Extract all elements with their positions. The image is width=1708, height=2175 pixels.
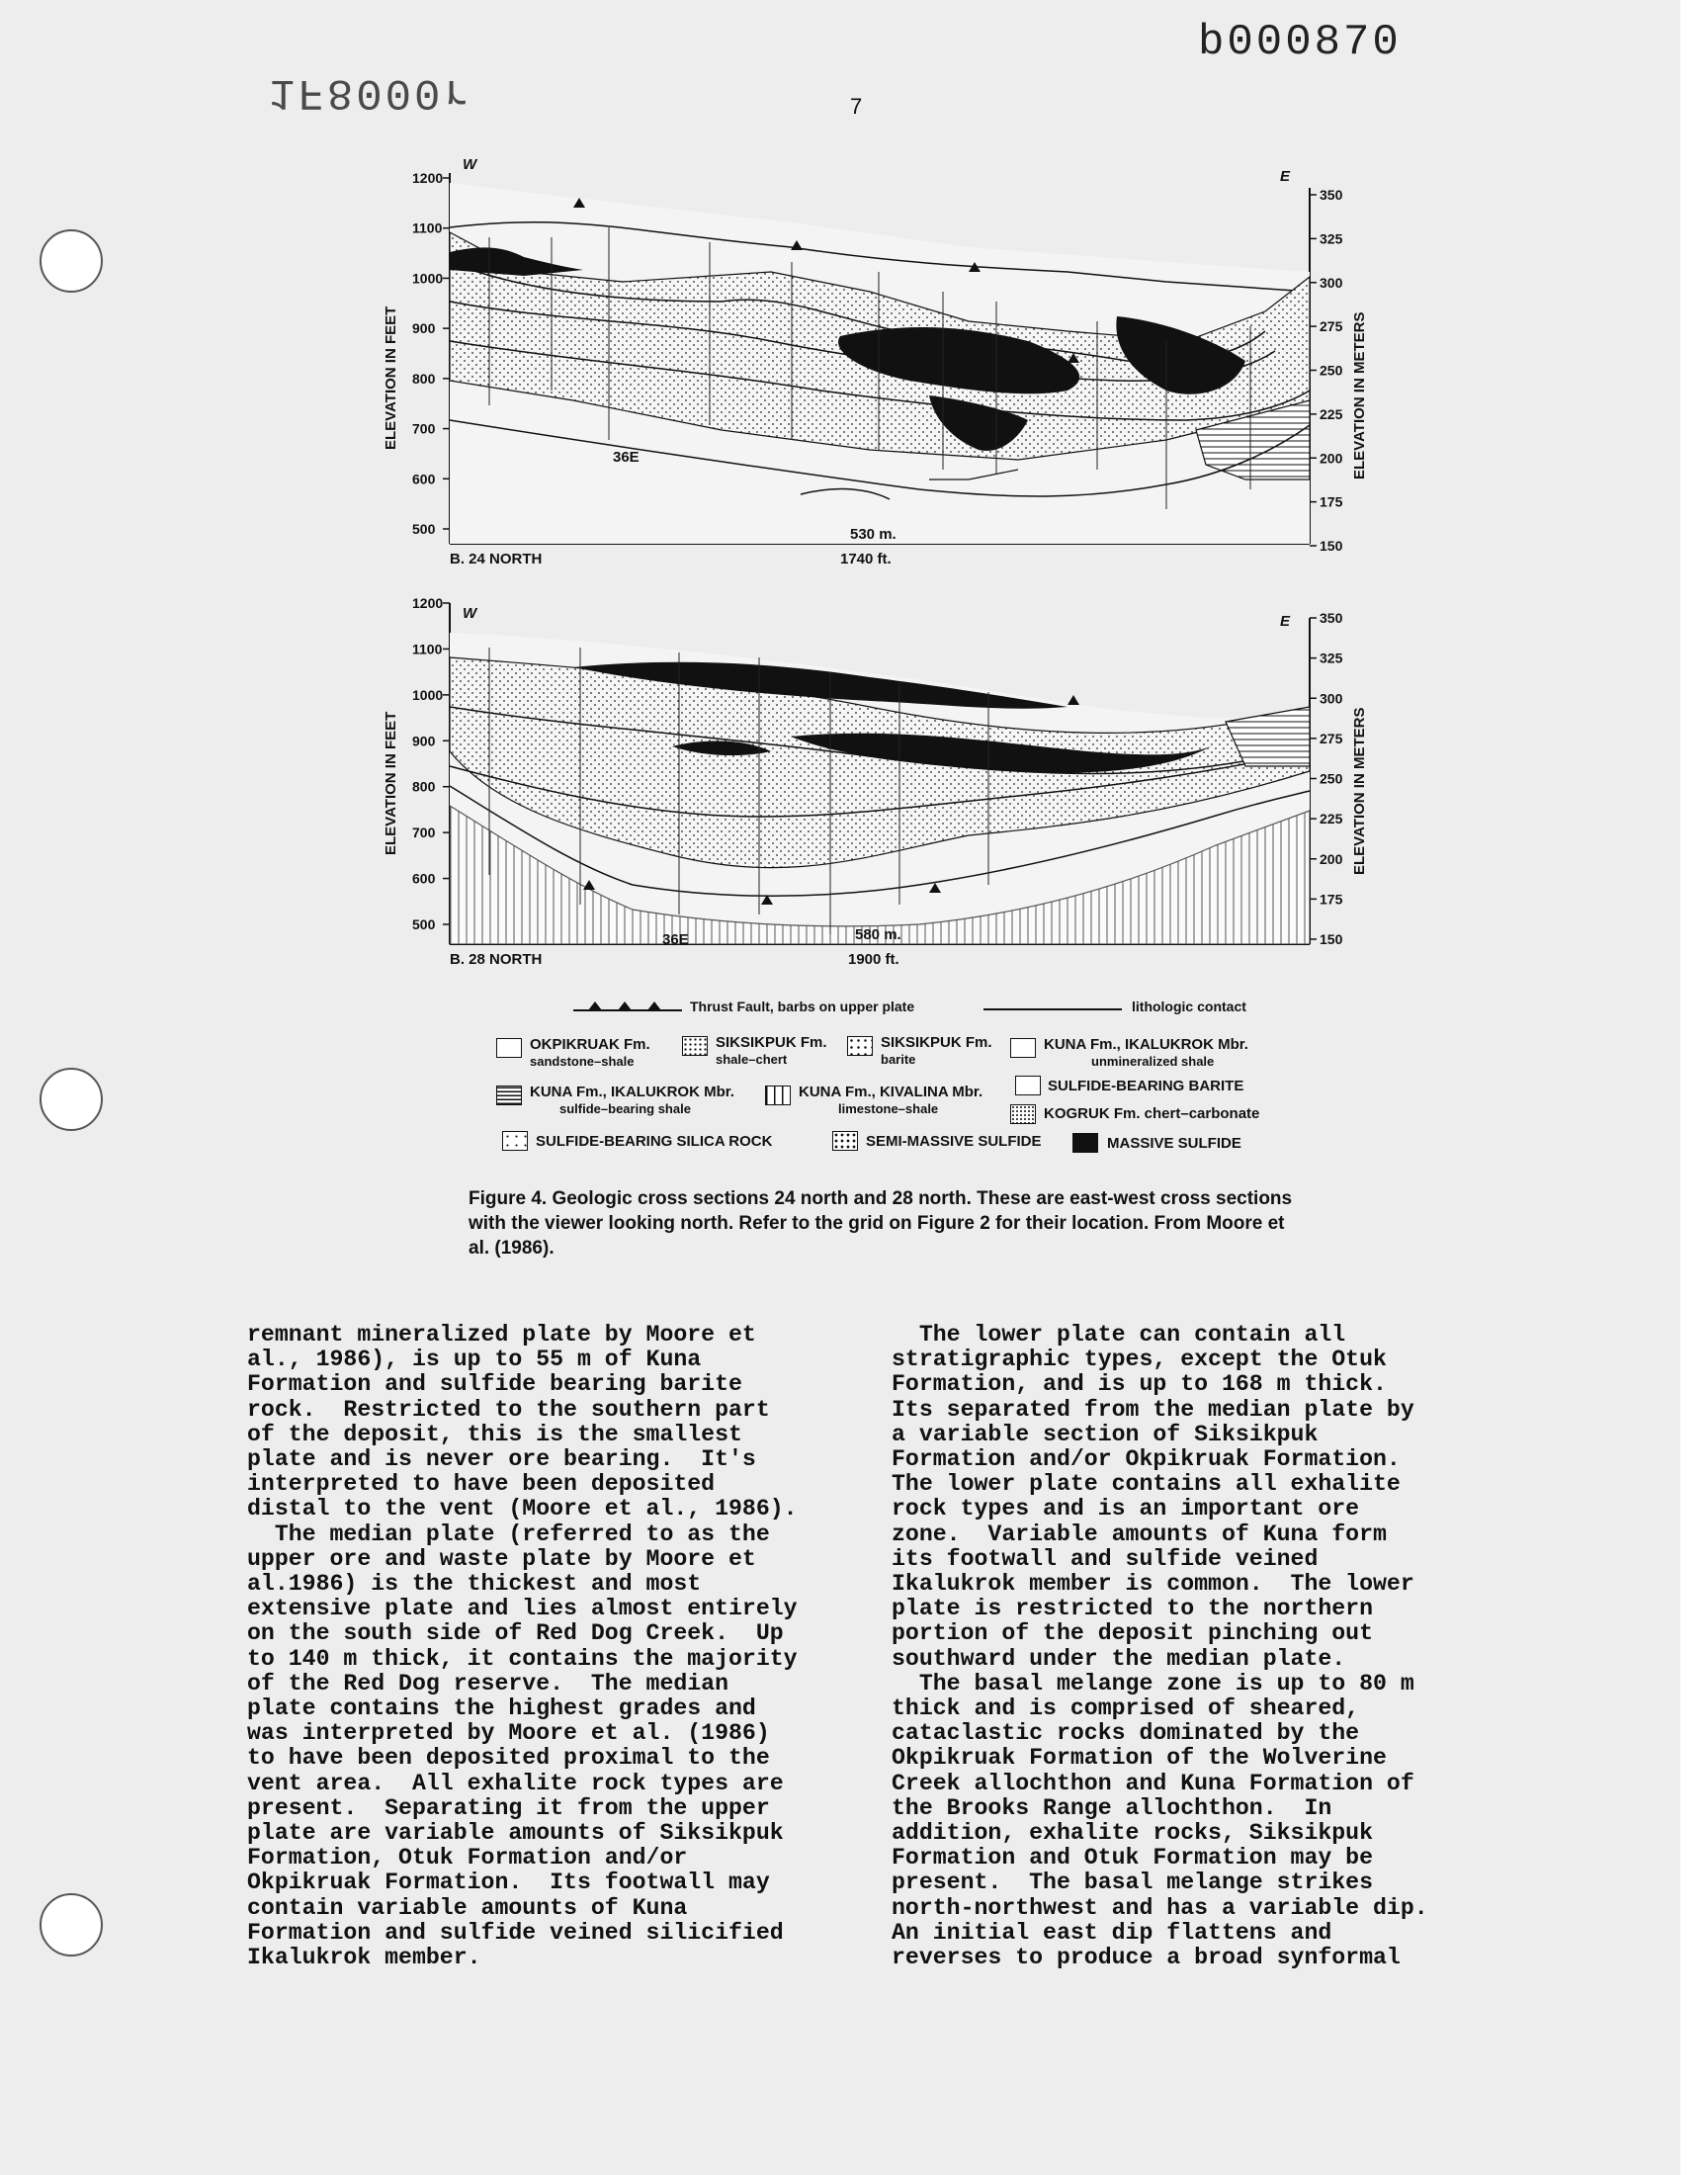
legend-thrust-label: Thrust Fault, barbs on upper plate	[690, 999, 915, 1014]
section-title-24-north: B. 24 NORTH	[450, 551, 543, 567]
west-label-top: W	[463, 156, 477, 173]
feet-bottom-tick-label: 1100	[412, 641, 443, 657]
meters-bottom-tick-label: 300	[1320, 690, 1343, 707]
meters-top-tick-label: 275	[1320, 318, 1343, 335]
right-axis-label-top: ELEVATION IN METERS	[1351, 311, 1368, 479]
legend-siksikpuk-barite: SIKSIKPUK Fm. barite	[881, 1034, 992, 1067]
legend-contact-label: lithologic contact	[1132, 999, 1246, 1014]
feet-top-tick-label: 900	[412, 320, 436, 337]
west-label-bottom: W	[463, 605, 477, 622]
meters-bottom-tick-label: 225	[1320, 811, 1343, 827]
scale-feet-bottom: 1900 ft.	[848, 951, 899, 968]
meters-top-tick-label: 300	[1320, 274, 1343, 291]
legend-thrust-row	[573, 999, 1285, 1014]
meters-bottom-tick-label: 325	[1320, 650, 1343, 666]
meters-top-tick-label: 325	[1320, 230, 1343, 247]
meters-top-tick-label: 175	[1320, 493, 1343, 510]
meters-top-tick-label: 200	[1320, 450, 1343, 467]
body-text-left-column: remnant mineralized plate by Moore et al., 1986), is up to 55 m of Kuna Formation and sulfide bearing barite rock. Restricted to the southern part of the deposit, this is the smallest plate and is never ore bearing. It's interpreted to have been deposited distal to the vent (Moore et al., 1986). The median plate (referred to as the upper ore and waste plate by Moore et al.1986) is the thickest and most extensive plate and lies almost entirely on the south side of Red Dog Creek. Up to 140 m thick, it contains the majority of the Red Dog reserve. The median plate contains the highest grades and was interpreted by Moore et al. (1986) to have been deposited proximal to the vent area. All exhalite rock types are present. Separating it from the upper plate are variable amounts of Siksikpuk Formation, Otuk Formation and/or Okpikruak Formation. Its footwall may contain variable amounts of Kuna Formation and sulfide veined silicified Ikalukrok member.	[247, 1322, 798, 1971]
left-axis-label-top: ELEVATION IN FEET	[383, 305, 399, 450]
east-label-bottom: E	[1280, 613, 1291, 630]
legend-swatch-kuna-unmineralized	[1010, 1038, 1036, 1058]
feet-bottom-tick-label: 500	[412, 916, 436, 932]
cross-section-28-north	[376, 588, 1368, 984]
legend-swatch-siksikpuk-barite	[847, 1036, 873, 1056]
feet-top-tick-label: 500	[412, 521, 436, 537]
feet-top-tick-label: 600	[412, 471, 436, 487]
legend-kuna-unmineralized: KUNA Fm., IKALUKROK Mbr. unmineralized shale	[1044, 1036, 1248, 1069]
meters-top-tick-label: 225	[1320, 405, 1343, 422]
meters-bottom-tick-label: 275	[1320, 730, 1343, 746]
legend-swatch-kogruk	[1010, 1104, 1036, 1124]
meters-bottom-tick-label: 350	[1320, 610, 1343, 626]
bleed-through-stamp: 1F8000r	[269, 67, 472, 117]
feet-top-tick-label: 800	[412, 370, 436, 387]
lithologic-contact-line	[983, 1008, 1122, 1010]
meters-top-tick-label: 350	[1320, 187, 1343, 203]
legend-swatch-kuna-sulfide-shale	[496, 1086, 522, 1105]
meters-bottom-tick-label: 200	[1320, 850, 1343, 867]
legend-silica-rock: SULFIDE-BEARING SILICA ROCK	[536, 1133, 773, 1150]
meters-bottom-tick-label: 250	[1320, 770, 1343, 787]
figure-caption: Figure 4. Geologic cross sections 24 north and 28 north. These are east-west cross sections with the viewer looking north. Refer to the grid on Figure 2 for their location. From Moore et al. (1986).	[469, 1188, 1293, 1259]
legend-semi-massive: SEMI-MASSIVE SULFIDE	[866, 1133, 1042, 1150]
feet-top-tick-label: 1200	[412, 170, 444, 186]
thrust-fault-symbol	[573, 999, 682, 1014]
feet-top-tick-label: 1000	[412, 270, 444, 287]
scale-meters-top: 530 m.	[850, 526, 897, 543]
legend-swatch-massive	[1072, 1133, 1098, 1153]
legend-siksikpuk-shale: SIKSIKPUK Fm. shale–chert	[716, 1034, 827, 1067]
scale-meters-bottom: 580 m.	[855, 926, 901, 943]
legend-kuna-kivalina: KUNA Fm., KIVALINA Mbr. limestone–shale	[799, 1084, 983, 1116]
legend-swatch-sulfide-barite	[1015, 1076, 1041, 1095]
page-number: 7	[850, 94, 863, 119]
legend-swatch-kuna-kivalina	[765, 1086, 791, 1105]
section-title-28-north: B. 28 NORTH	[450, 951, 543, 968]
legend-swatch-okpikruak	[496, 1038, 522, 1058]
legend-swatch-siksikpuk-shale	[682, 1036, 708, 1056]
east-label-top: E	[1280, 168, 1291, 185]
meters-bottom-tick-label: 150	[1320, 931, 1343, 947]
legend-massive: MASSIVE SULFIDE	[1107, 1135, 1241, 1152]
scale-feet-top: 1740 ft.	[840, 551, 892, 567]
meters-top-tick-label: 150	[1320, 538, 1343, 554]
feet-top-tick-label: 700	[412, 420, 436, 437]
binder-hole-middle	[40, 1068, 103, 1131]
feet-bottom-tick-label: 1200	[412, 595, 444, 611]
legend-swatch-semi-massive	[832, 1131, 858, 1151]
left-axis-label-bottom: ELEVATION IN FEET	[383, 711, 399, 855]
legend-okpikruak: OKPIKRUAK Fm. sandstone–shale	[530, 1036, 650, 1069]
legend-swatch-silica-rock	[502, 1131, 528, 1151]
cross-section-24-north	[376, 153, 1368, 578]
meters-top-tick-label: 250	[1320, 362, 1343, 379]
meters-bottom-tick-label: 175	[1320, 891, 1343, 908]
feet-bottom-tick-label: 900	[412, 733, 436, 749]
binder-hole-bottom	[40, 1893, 103, 1957]
feet-bottom-tick-label: 700	[412, 825, 436, 841]
grid-label-36e-top: 36E	[613, 449, 640, 466]
grid-label-36e-bottom: 36E	[662, 931, 689, 948]
feet-bottom-tick-label: 800	[412, 778, 436, 795]
feet-bottom-tick-label: 600	[412, 870, 436, 887]
legend-sulfide-barite: SULFIDE-BEARING BARITE	[1048, 1078, 1244, 1094]
document-number-stamp: b000870	[1198, 18, 1402, 67]
body-text-right-column: The lower plate can contain all stratigraphic types, except the Otuk Formation, and is up to 168 m thick. Its separated from the median plate by a variable section of Siksikpuk Formation and/or Okpikruak Formation. The lower plate contains all exhalite rock types and is an important ore zone. Variable amounts of Kuna form its footwall and sulfide veined Ikalukrok member is common. The lower plate is restricted to the northern portion of the deposit pinching out southward under the median plate. The basal melange zone is up to 80 m thick and is comprised of sheared, cataclastic rocks dominated by the Okpikruak Formation of the Wolverine Creek allochthon and Kuna Formation of the Brooks Range allochthon. In addition, exhalite rocks, Siksikpuk Formation and Otuk Formation may be present. The basal melange strikes north-northwest and has a variable dip. An initial east dip flattens and reverses to produce a broad synformal	[892, 1322, 1428, 1971]
binder-hole-top	[40, 229, 103, 293]
legend-kuna-sulfide-shale: KUNA Fm., IKALUKROK Mbr. sulfide–bearing shale	[530, 1084, 734, 1116]
feet-top-tick-label: 1100	[412, 219, 443, 236]
feet-bottom-tick-label: 1000	[412, 686, 444, 703]
right-axis-label-bottom: ELEVATION IN METERS	[1351, 707, 1368, 875]
legend-kogruk: KOGRUK Fm. chert–carbonate	[1044, 1105, 1260, 1122]
